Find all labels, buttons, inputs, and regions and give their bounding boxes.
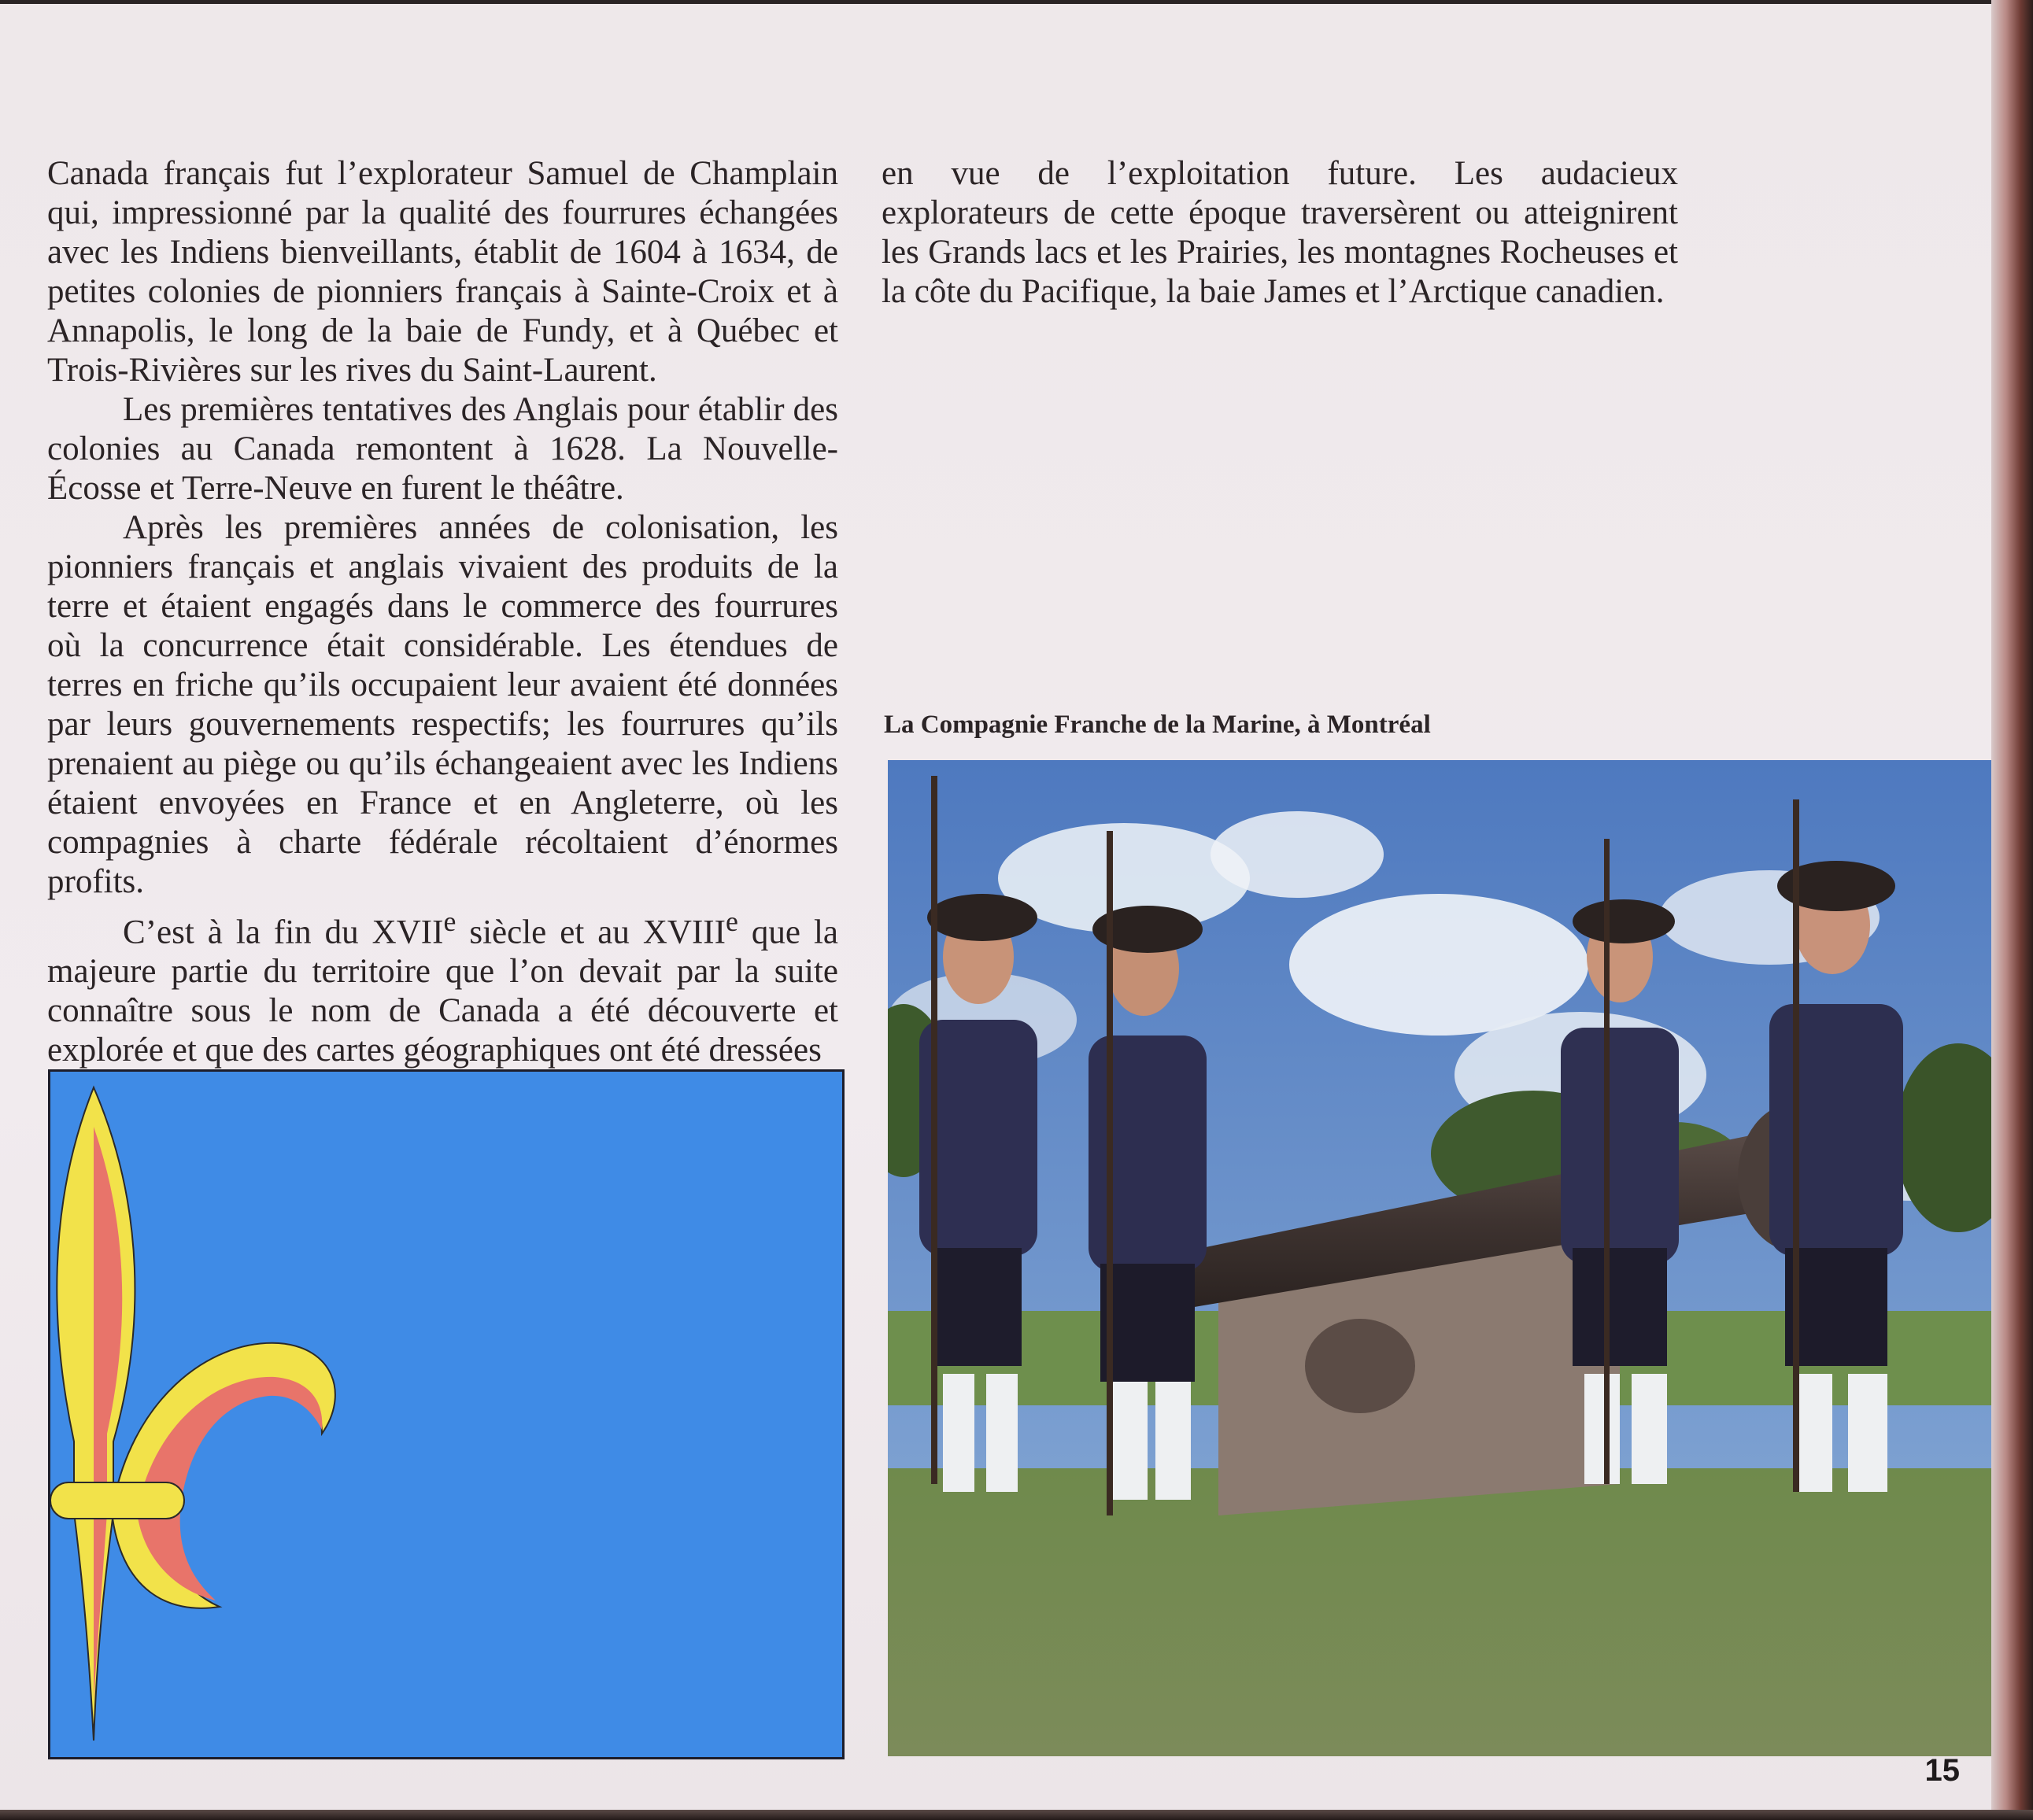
paragraph-xvii-siecle: [47, 902, 838, 1070]
p4-part-2: siècle et au XVIII: [456, 914, 726, 951]
book-bottom-edge: [0, 1810, 2033, 1820]
left-text-column: [47, 154, 838, 1070]
right-petal: [112, 1343, 335, 1608]
page-number: 15: [1924, 1753, 1960, 1788]
right-text-column: [882, 154, 1678, 312]
paragraph-anglais: Les premières tentatives des Anglais pour établir des colonies au Canada remontent à 1628. La Nouvelle-Écosse et Terre-Neuve en furent le théâtre.: [47, 391, 838, 507]
p4-part-3: que la majeure partie du territoire que l’on devait par la suite connaître sous le nom de Canada a été découverte et explorée et que des cartes géographiques ont été dressées: [47, 914, 838, 1069]
photo-compagnie-franche: [888, 760, 2002, 1756]
page-top-border: [0, 0, 2003, 4]
paragraph-colonisation: Après les premières années de colonisation, les pionniers français et anglais vivaient des produits de la terre et étaient engagés dans le commerce des fourrures où la concurrence était considérable. Les étendues de terres en friche qu’ils occupaient leur avaient été données par leurs gouvernements respectifs; les fourrures qu’ils prenaient au piège ou qu’ils échangeaient avec les Indiens étaient envoyées en France et en Angleterre, où les compagnies à charte fédérale récoltaient d’énormes profits.: [47, 509, 838, 900]
soldiers-cannon-photo: [888, 760, 2002, 1756]
superscript-e: e: [725, 906, 738, 937]
book-spine-edge: [1991, 0, 2033, 1820]
crossbar: [50, 1482, 184, 1519]
paragraph-explorateurs: en vue de l’exploitation future. Les audacieux explorateurs de cette époque traversèrent ou atteignirent les Grands lacs et les Prairies, les montagnes Rocheuses et la côte du Pacifique, la baie James et l’Arctique canadien.: [882, 155, 1678, 310]
paragraph-champlain: Canada français fut l’explorateur Samuel de Champlain qui, impressionné par la qualité des fourrures échangées avec les Indiens bienveillants, établit de 1604 à 1634, de petites colonies de pionniers français à Sainte-Croix et à Annapolis, le long de la baie de Fundy, et à Québec et Trois-Rivières sur les rives du Saint-Laurent.: [47, 155, 838, 389]
fleur-de-lis-illustration: [48, 1069, 845, 1759]
fleur-de-lis-icon: [50, 1072, 842, 1757]
superscript-e: e: [443, 906, 457, 937]
p4-part-1: C’est à la fin du XVII: [123, 914, 444, 951]
photo-caption: La Compagnie Franche de la Marine, à Montréal: [884, 711, 1431, 739]
